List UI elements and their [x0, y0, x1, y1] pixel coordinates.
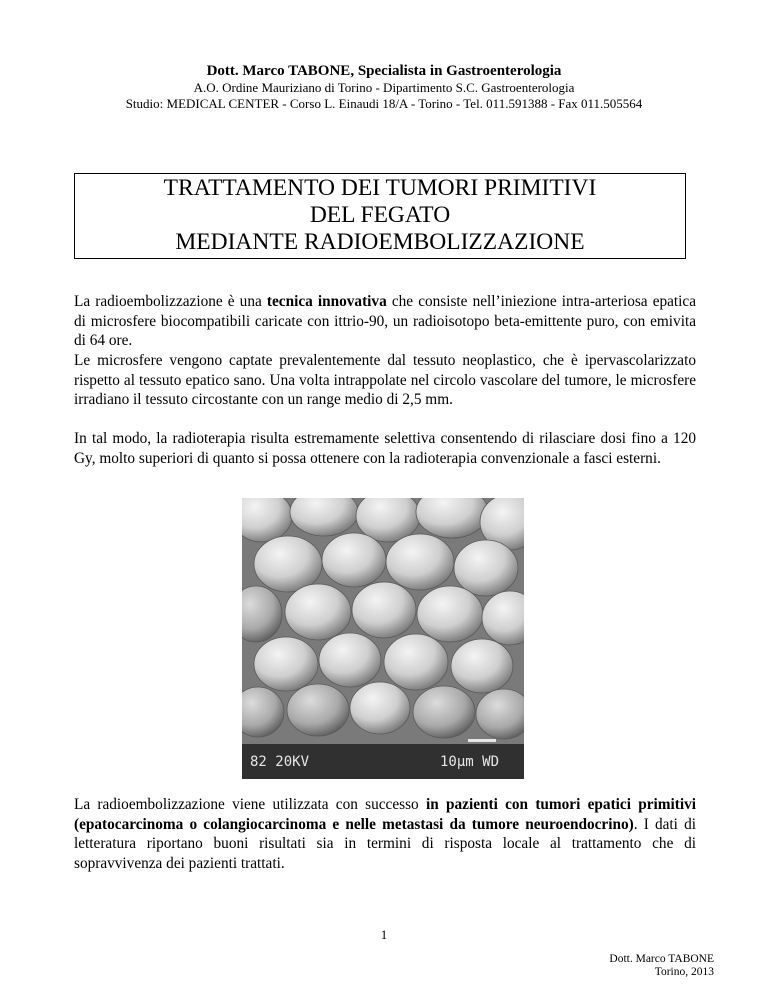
paragraph-radiotherapy: In tal modo, la radioterapia risulta estremamente selettiva consentendo di rilasciare dosi fino a 120 Gy, molto superiori di quanto si possa ottenere con la radioterapia convenzionale a fasci esterni.	[74, 430, 696, 467]
paragraph-indications	[74, 795, 696, 873]
hospital-line: A.O. Ordine Mauriziano di Torino - Dipartimento S.C. Gastroenterologia	[193, 80, 575, 95]
studio-line: Studio: MEDICAL CENTER - Corso L. Einaudi 18/A - Torino - Tel. 011.591388 - Fax 011.505564	[125, 96, 643, 111]
paragraph-microspheres: Le microsfere vengono captate prevalentemente dal tessuto neoplastico, che è ipervascolarizzato rispetto al tessuto epatico sano. Una volta intrappolate nel circolo vascolare del tumore, le microsfere irradiano il tessuto circostante con un range medio di 2,5 mm.	[74, 352, 696, 408]
paragraph-intro-bold: tecnica innovativa	[266, 293, 387, 310]
sem-caption-left: 82 20KV	[250, 754, 310, 770]
page-footer	[609, 953, 714, 979]
footer-author: Dott. Marco TABONE	[609, 953, 714, 965]
page-number: 1	[380, 927, 388, 942]
document-title-box	[74, 173, 686, 259]
paragraph-intro-text-a: La radioembolizzazione è una	[74, 293, 267, 310]
title-line-3: MEDIANTE RADIOEMBOLIZZAZIONE	[175, 229, 585, 255]
paragraph-indications-text-a: La radioembolizzazione viene utilizzata con successo	[74, 796, 426, 813]
paragraph-intro-text-b: che consiste nell’iniezione intra-arteriosa epatica di microsfere biocompatibili caricate con ittrio-90, un radioisotopo beta-emittente puro, con emivita di 64 ore.	[74, 293, 697, 349]
title-line-2: DEL FEGATO	[309, 202, 451, 228]
sem-caption-right: 10μm WD	[440, 754, 500, 770]
paragraph-indications-text-b: . I dati di letteratura riportano buoni risultati sia in termini di risposta locale al trattamento che di sopravvivenza dei pazienti trattati.	[74, 815, 696, 872]
letterhead	[0, 62, 768, 112]
footer-place-year: Torino, 2013	[654, 966, 714, 978]
paragraph-intro	[74, 292, 696, 351]
title-line-1: TRATTAMENTO DEI TUMORI PRIMITIVI	[163, 175, 597, 201]
paragraph-indications-bold: in pazienti con tumori epatici primitivi (epatocarcinoma o colangiocarcinoma e nelle metastasi da tumore neuroendocrino)	[74, 796, 697, 833]
microspheres-sem-image	[242, 498, 524, 779]
doctor-name: Dott. Marco TABONE, Specialista in Gastroenterologia	[206, 63, 562, 79]
